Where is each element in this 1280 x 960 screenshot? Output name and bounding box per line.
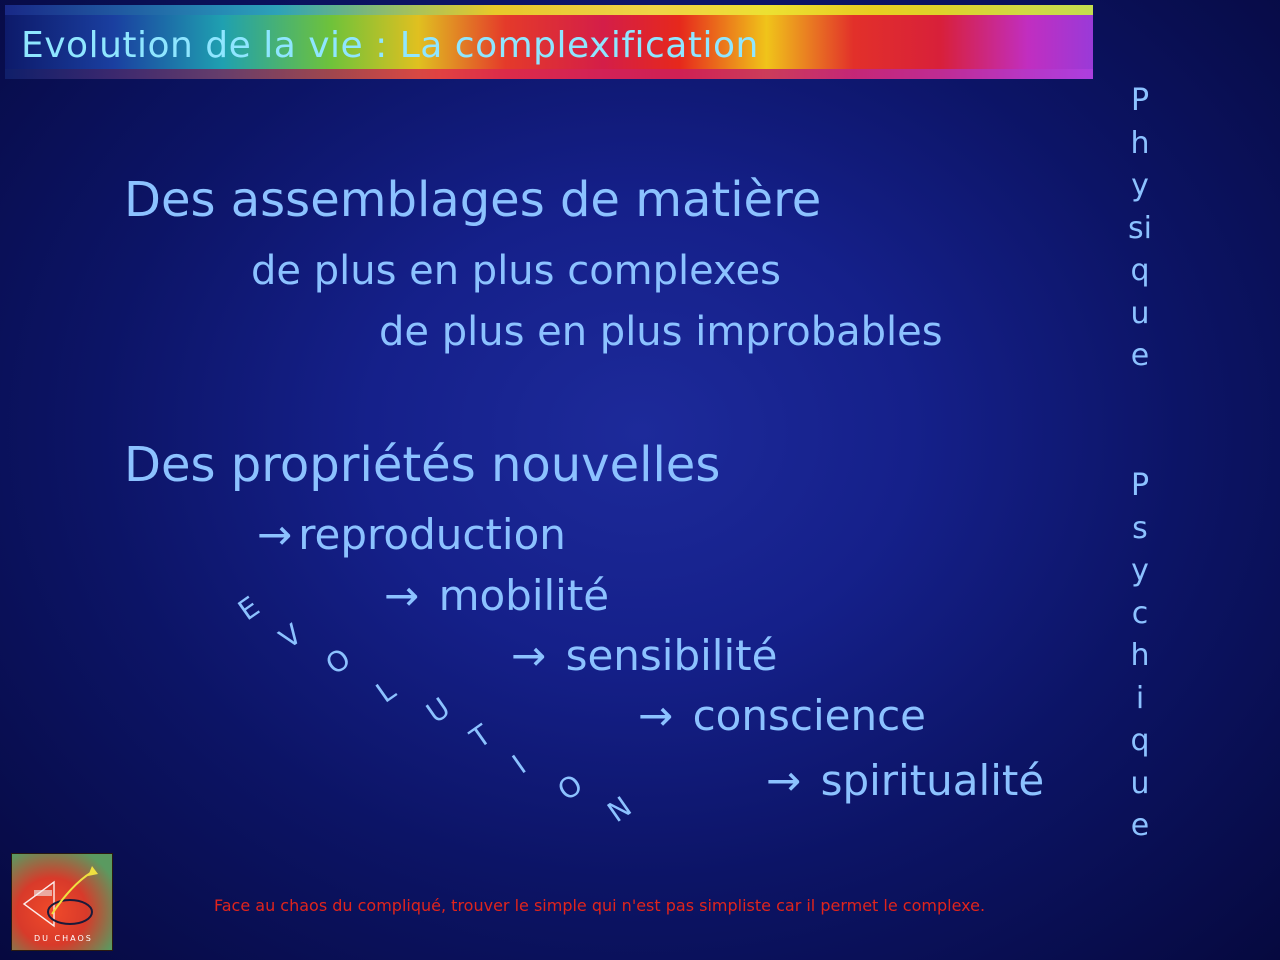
item-spiritualite — [766, 756, 1044, 805]
evolution-letter-7: I — [506, 748, 532, 781]
arrow-icon: → — [384, 571, 420, 620]
line-complexes: de plus en plus complexes — [251, 248, 781, 294]
title-bar — [5, 5, 1093, 79]
evolution-letter-4: L — [369, 673, 402, 710]
slide-title: Evolution de la vie : La complexification — [21, 25, 759, 66]
evolution-letter-3: O — [319, 641, 357, 682]
item-reproduction-label: reproduction — [298, 510, 566, 559]
item-spiritualite-label: spiritualité — [820, 756, 1045, 805]
item-reproduction — [257, 510, 566, 559]
footer-quote: Face au chaos du compliqué, trouver le simple qui n'est pas simpliste car il permet le complexe. — [214, 896, 986, 915]
evolution-letter-8: O — [551, 767, 589, 808]
line-proprietes: Des propriétés nouvelles — [124, 437, 721, 493]
evolution-letter-2: V — [273, 617, 308, 656]
coherence-du-chaos-logo — [11, 853, 113, 951]
item-mobilite-label: mobilité — [438, 571, 610, 620]
arrow-icon: → — [638, 691, 674, 740]
arrow-icon: → — [766, 756, 802, 805]
arrow-icon: → — [257, 510, 293, 559]
item-conscience — [638, 691, 926, 740]
line-assemblages: Des assemblages de matière — [124, 172, 822, 228]
item-conscience-label: conscience — [692, 691, 927, 740]
evolution-letter-9: N — [601, 789, 638, 830]
vertical-psychique: Psychique — [1130, 468, 1150, 843]
evolution-letter-1: E — [232, 589, 266, 628]
item-sensibilite-label: sensibilité — [565, 631, 778, 680]
evolution-letter-5: U — [420, 691, 457, 730]
line-improbables: de plus en plus improbables — [379, 309, 943, 355]
logo-bottom-text: DU CHAOS — [34, 934, 93, 943]
item-sensibilite — [511, 631, 777, 680]
evolution-letter-6: T — [464, 718, 498, 755]
item-mobilite — [384, 571, 609, 620]
vertical-physique: Physique — [1128, 83, 1152, 373]
arrow-icon: → — [511, 631, 547, 680]
